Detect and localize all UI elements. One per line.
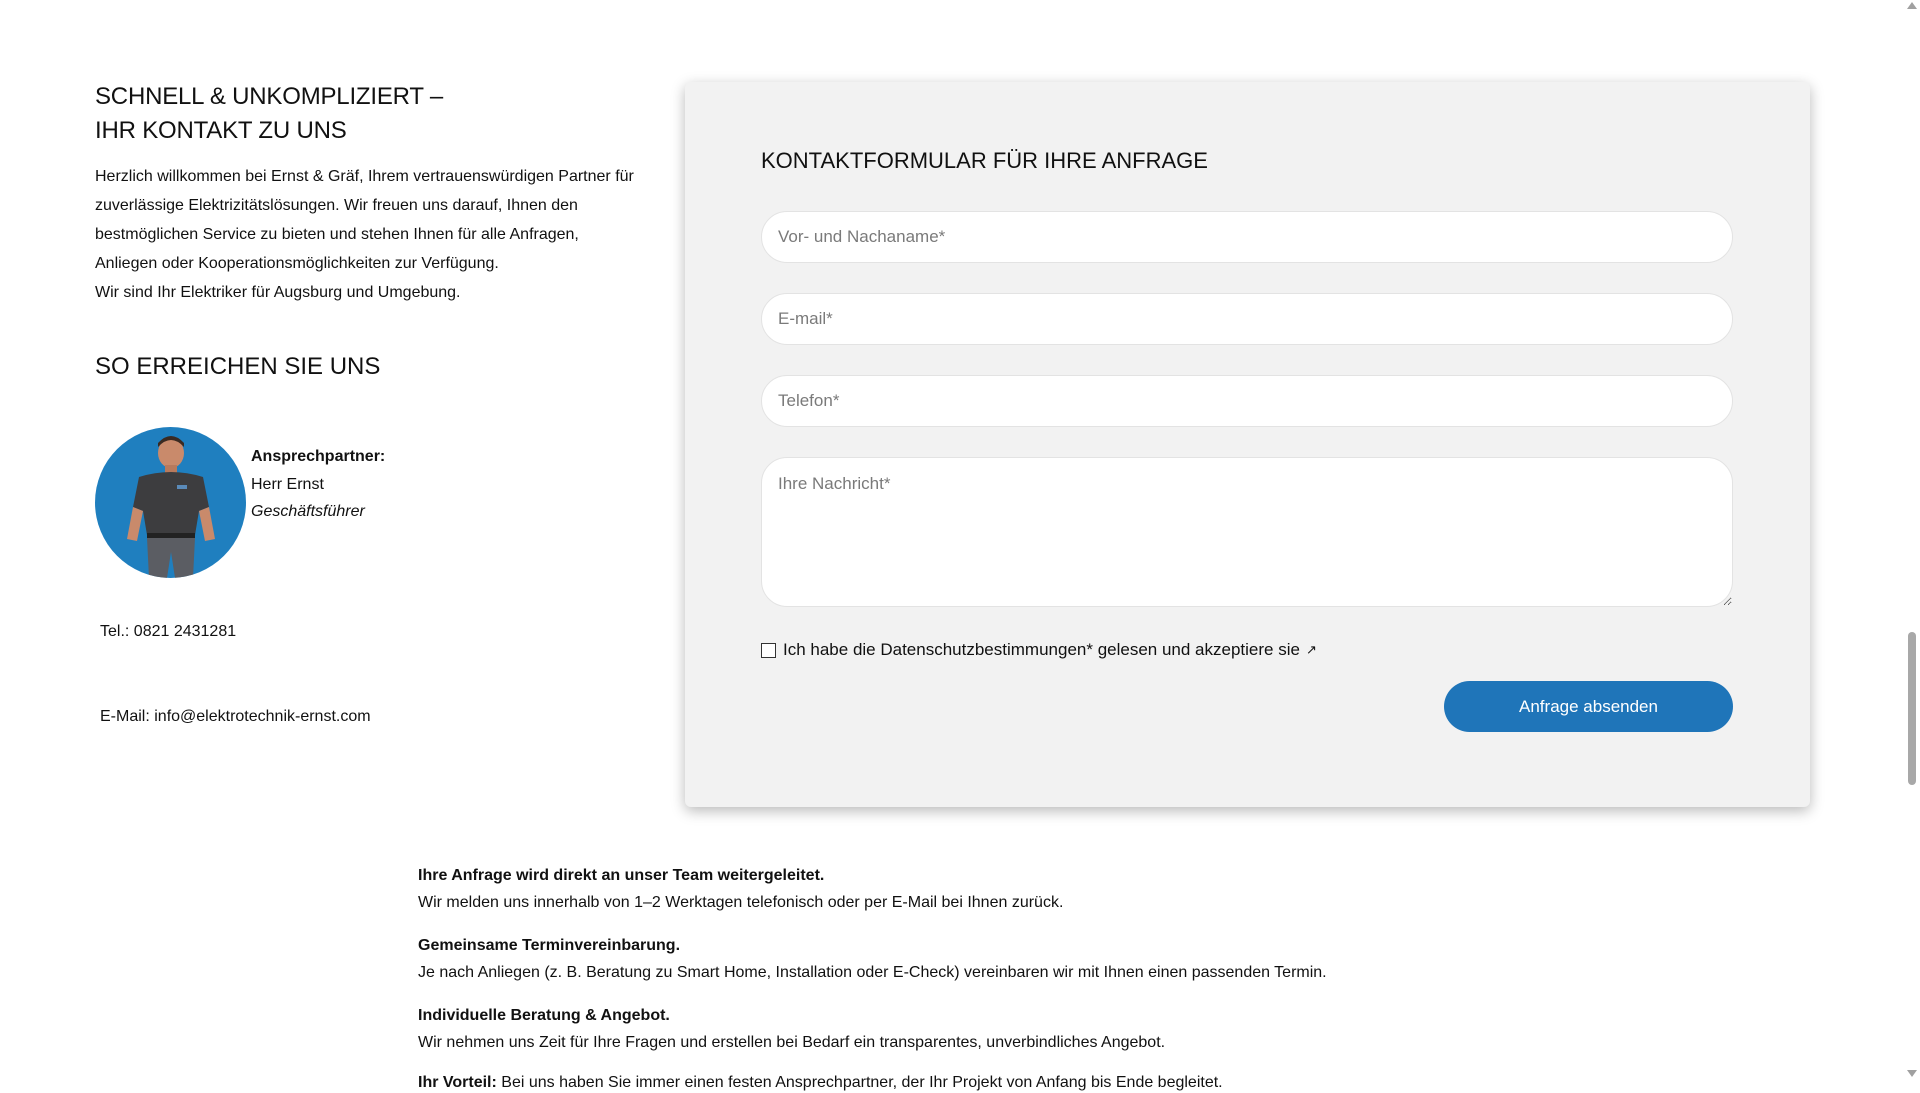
phone-link[interactable]: 0821 2431281 xyxy=(133,623,237,640)
privacy-consent[interactable] xyxy=(761,640,1317,660)
list-item xyxy=(418,862,1518,916)
page-title xyxy=(95,80,645,148)
step-text: Bei uns haben Sie immer einen festen Ansprechpartner, der Ihr Projekt von Anfang bis Ende begleitet. xyxy=(501,1074,1223,1091)
email-input[interactable] xyxy=(761,293,1733,345)
phone-input[interactable] xyxy=(761,375,1733,427)
step-title: Ihr Vorteil: xyxy=(418,1074,497,1091)
intro-line: Herzlich willkommen bei Ernst & Gräf, Ihrem vertrauenswürdigen Partner für xyxy=(95,168,634,185)
contact-role-label: Ansprechpartner: xyxy=(251,448,386,466)
list-item xyxy=(418,932,1518,986)
title-line-2: IHR KONTAKT ZU UNS xyxy=(95,117,347,144)
contact-form-card xyxy=(685,82,1810,807)
title-line-1: SCHNELL & UNKOMPLIZIERT – xyxy=(95,83,443,110)
form-title: KONTAKTFORMULAR FÜR IHRE ANFRAGE xyxy=(761,148,1208,173)
reach-us-heading: SO ERREICHEN SIE UNS xyxy=(95,353,381,380)
step-title: Individuelle Beratung & Angebot. xyxy=(418,1007,670,1024)
email-info xyxy=(100,708,371,726)
contact-person-details xyxy=(251,443,385,526)
intro-text xyxy=(95,162,645,307)
intro-line: zuverlässige Elektrizitätslösungen. Wir freuen uns darauf, Ihnen den xyxy=(95,197,578,214)
contact-intro-section xyxy=(95,80,645,381)
intro-line: bestmöglichen Service zu bieten und stehen Ihnen für alle Anfragen, xyxy=(95,226,579,243)
email-label: E-Mail: xyxy=(100,708,150,725)
contact-position: Geschäftsführer xyxy=(251,503,365,521)
list-item-partial xyxy=(418,1073,1223,1093)
contact-name: Herr Ernst xyxy=(251,475,324,493)
scrollbar-thumb[interactable] xyxy=(1908,632,1916,785)
scroll-down-icon[interactable] xyxy=(1907,1070,1917,1077)
step-title: Ihre Anfrage wird direkt an unser Team weitergeleitet. xyxy=(418,867,825,884)
message-textarea[interactable] xyxy=(761,457,1733,607)
intro-line: Anliegen oder Kooperationsmöglichkeiten zur Verfügung. xyxy=(95,255,499,272)
external-link-icon: ↗ xyxy=(1305,642,1317,657)
consent-checkbox[interactable] xyxy=(761,643,776,658)
email-link[interactable]: info@elektrotechnik-ernst.com xyxy=(154,708,371,725)
page-scrollbar[interactable] xyxy=(1903,0,1920,1080)
phone-info xyxy=(100,623,236,641)
avatar xyxy=(95,427,246,578)
process-steps xyxy=(418,862,1518,1072)
step-text: Wir melden uns innerhalb von 1–2 Werktagen telefonisch oder per E-Mail bei Ihnen zurück. xyxy=(418,894,1064,911)
intro-line: Wir sind Ihr Elektriker für Augsburg und Umgebung. xyxy=(95,284,461,301)
consent-label[interactable]: Ich habe die Datenschutzbestimmungen* gelesen und akzeptiere sie xyxy=(783,640,1300,659)
step-title: Gemeinsame Terminvereinbarung. xyxy=(418,937,681,954)
name-input[interactable] xyxy=(761,211,1733,263)
phone-label: Tel.: xyxy=(100,623,130,640)
step-text: Je nach Anliegen (z. B. Beratung zu Smart Home, Installation oder E-Check) vereinbaren wir mit Ihnen einen passenden Termin. xyxy=(418,964,1327,981)
step-text: Wir nehmen uns Zeit für Ihre Fragen und erstellen bei Bedarf ein transparentes, unverbindliches Angebot. xyxy=(418,1034,1166,1051)
contact-person xyxy=(95,427,385,578)
list-item xyxy=(418,1002,1518,1056)
scroll-up-icon[interactable] xyxy=(1907,2,1917,9)
submit-button[interactable]: Anfrage absenden xyxy=(1444,681,1733,732)
